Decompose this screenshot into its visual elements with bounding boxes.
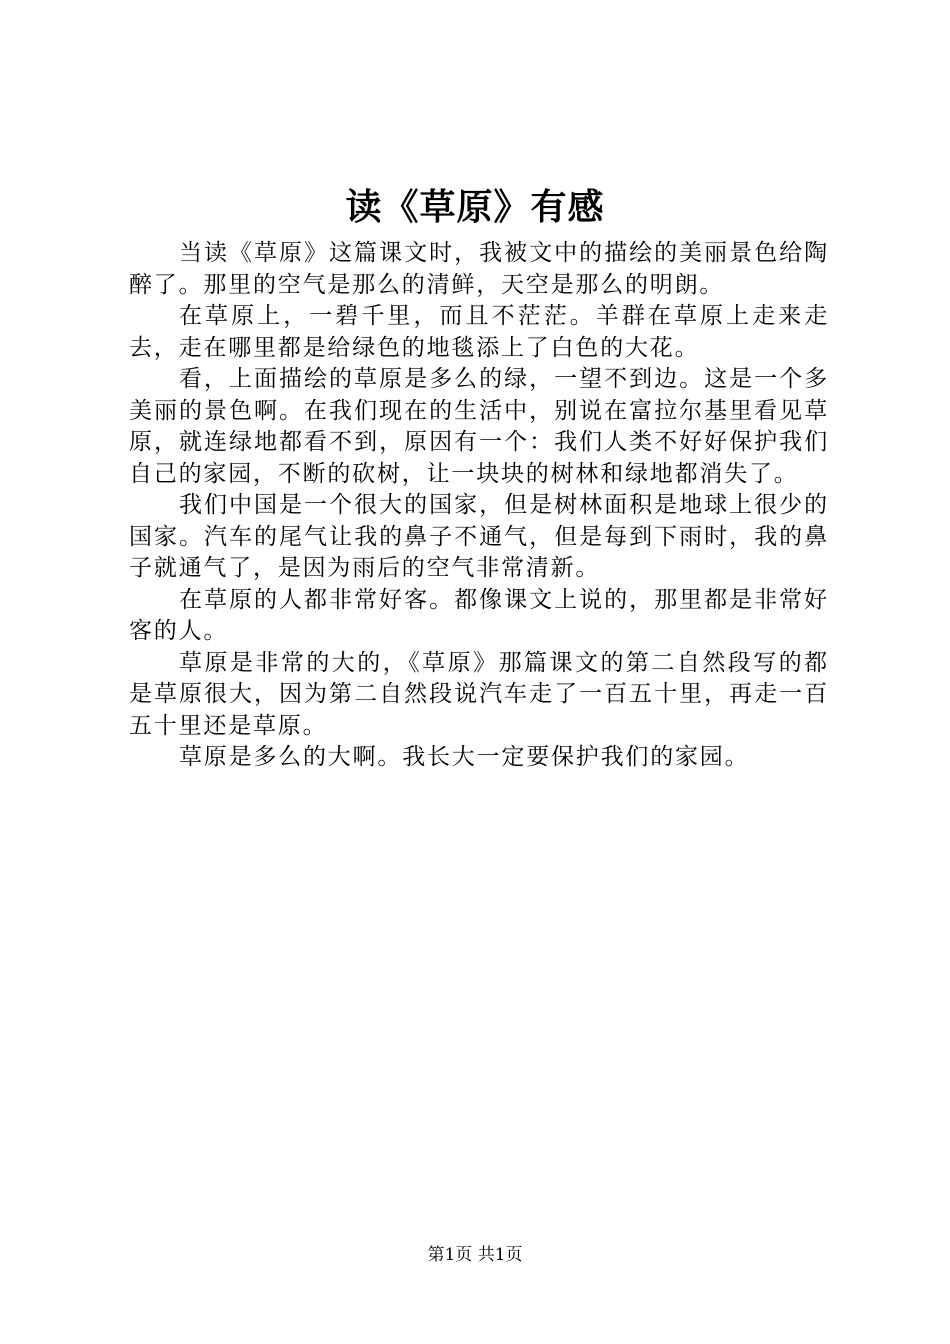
page-footer: 第1页 共1页 bbox=[427, 1245, 523, 1265]
document-body bbox=[129, 238, 829, 774]
document-title: 读《草原》有感 bbox=[345, 186, 605, 228]
paragraph-1: 当读《草原》这篇课文时，我被文中的描绘的美丽景色给陶醉了。那里的空气是那么的清鲜，天空是那么的明朗。 bbox=[129, 240, 829, 298]
paragraph-4: 我们中国是一个很大的国家，但是树林面积是地球上很少的国家。汽车的尾气让我的鼻子不通气，但是每到下雨时，我的鼻子就通气了，是因为雨后的空气非常清新。 bbox=[129, 492, 829, 581]
paragraph-6: 草原是非常的大的，《草原》那篇课文的第二自然段写的都是草原很大，因为第二自然段说汽车走了一百五十里，再走一百五十里还是草原。 bbox=[129, 649, 829, 739]
paragraph-5: 在草原的人都非常好客。都像课文上说的，那里都是非常好客的人。 bbox=[129, 586, 829, 644]
paragraph-2: 在草原上，一碧千里，而且不茫茫。羊群在草原上走来走去，走在哪里都是给绿色的地毯添上了白色的大花。 bbox=[129, 303, 829, 361]
paragraph-7: 草原是多么的大啊。我长大一定要保护我们的家园。 bbox=[179, 744, 750, 770]
paragraph-3: 看，上面描绘的草原是多么的绿，一望不到边。这是一个多美丽的景色啊。在我们现在的生活中，别说在富拉尔基里看见草原，就连绿地都看不到，原因有一个：我们人类不好好保护我们自己的家园，不断的砍树，让一块块的树林和绿地都消失了。 bbox=[129, 366, 829, 487]
